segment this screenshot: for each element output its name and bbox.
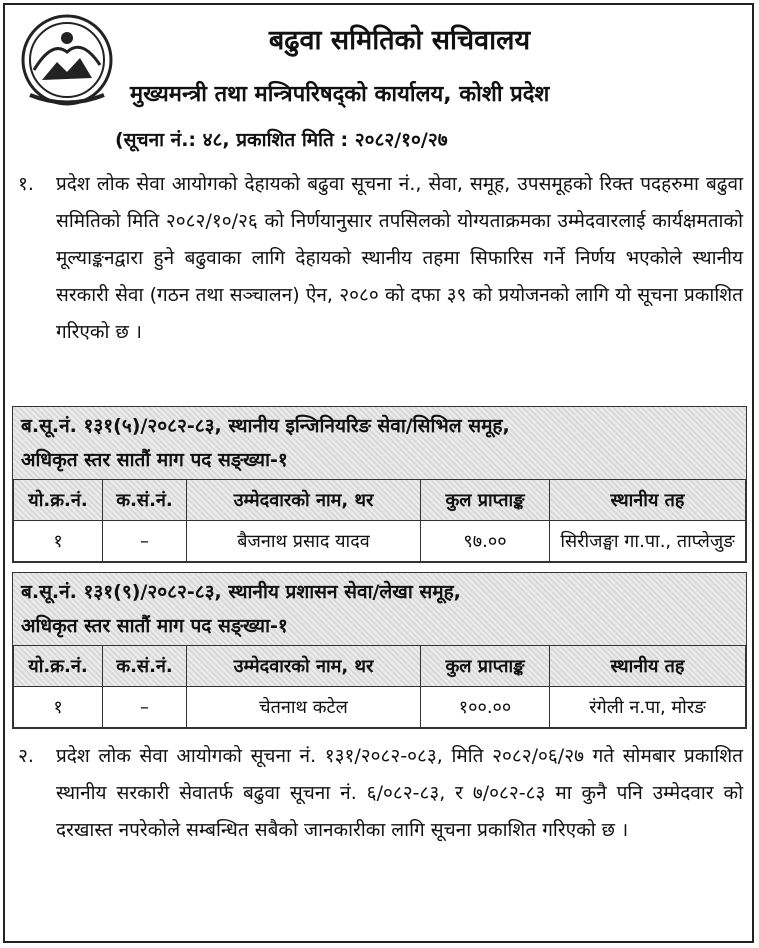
cell-serial: १ — [14, 687, 103, 728]
candidate-table — [13, 480, 746, 562]
section-heading-line1: ब.सू.नं. १३१(५)/२०८२-८३, स्थानीय इन्जिनियरिङ सेवा/सिभिल समूह, — [21, 415, 510, 437]
col-local-level: स्थानीय तह — [550, 646, 746, 687]
paragraph-text: प्रदेश लोक सेवा आयोगको सूचना नं. १३१/२०८२-०८३, मिति २०८२/०६/२७ गते सोमबार प्रकाशित स्थानीय सरकारी सेवातर्फ बढुवा सूचना नं. ६/०८२-८३, र ७/०८२-८३ मा कुनै पनि उम्मेदवार को दरखास्त नपरेकोले सम्बन्धित सबैको जानकारीका लागि सूचना प्रकाशित गरिएको छ । — [56, 745, 743, 841]
paragraph-1 — [18, 166, 743, 351]
section-heading — [13, 573, 746, 646]
promotion-section-2 — [12, 572, 747, 729]
cell-total-marks: १००.०० — [421, 687, 550, 728]
office-name: मुख्यमन्त्री तथा मन्त्रिपरिषद्को कार्यालय, कोशी प्रदेश — [130, 82, 550, 107]
table-row — [14, 521, 746, 562]
table-row — [14, 687, 746, 728]
section-heading-line1: ब.सू.नं. १३१(९)/२०८२-८३, स्थानीय प्रशासन सेवा/लेखा समूह, — [21, 581, 461, 603]
cell-local-level: रंगेली न.पा, मोरङ — [550, 687, 746, 728]
page-title: बढुवा समितिको सचिवालय — [268, 25, 531, 56]
section-heading-line2: अधिकृत स्तर सातौं माग पद सङ्ख्या-१ — [21, 449, 288, 471]
col-serial: यो.क्र.नं. — [14, 480, 103, 521]
paragraph-2 — [18, 738, 743, 849]
col-local-level: स्थानीय तह — [550, 480, 746, 521]
cell-serial: १ — [14, 521, 103, 562]
section-heading-line2: अधिकृत स्तर सातौं माग पद सङ्ख्या-१ — [21, 615, 288, 637]
paragraph-number: २. — [18, 745, 34, 767]
cell-merit-no: – — [103, 521, 187, 562]
col-total-marks: कुल प्राप्ताङ्क — [421, 480, 550, 521]
cell-candidate-name: चेतनाथ कटेल — [187, 687, 421, 728]
notice-number-date: (सूचना नं.: ४८, प्रकाशित मिति : २०८२/१०/२७ — [115, 129, 448, 151]
table-header-row — [14, 646, 746, 687]
cell-total-marks: ९७.०० — [421, 521, 550, 562]
cell-candidate-name: बैजनाथ प्रसाद यादव — [187, 521, 421, 562]
promotion-section-1 — [12, 406, 747, 563]
cell-local-level: सिरीजङ्घा गा.पा., ताप्लेजुङ — [550, 521, 746, 562]
col-candidate-name: उम्मेदवारको नाम, थर — [187, 480, 421, 521]
cell-merit-no: – — [103, 687, 187, 728]
col-merit-no: क.सं.नं. — [103, 646, 187, 687]
col-merit-no: क.सं.नं. — [103, 480, 187, 521]
paragraph-number: १. — [18, 173, 34, 195]
col-candidate-name: उम्मेदवारको नाम, थर — [187, 646, 421, 687]
col-serial: यो.क्र.नं. — [14, 646, 103, 687]
paragraph-text: प्रदेश लोक सेवा आयोगको देहायको बढुवा सूचना नं., सेवा, समूह, उपसमूहको रिक्त पदहरुमा बढुवा समितिको मिति २०८२/१०/२६ को निर्णयानुसार तपसिलको योग्यताक्रमका उम्मेदवारलाई कार्यक्षमताको मूल्याङ्कनद्वारा हुने बढुवाका लागि देहायको स्थानीय तहमा सिफारिस गर्ने निर्णय भएकोले स्थानीय सरकारी सेवा (गठन तथा सञ्चालन) ऐन, २०८० को दफा ३९ को प्रयोजनको लागि यो सूचना प्रकाशित गरिएको छ । — [56, 173, 743, 343]
section-heading — [13, 407, 746, 480]
col-total-marks: कुल प्राप्ताङ्क — [421, 646, 550, 687]
candidate-table — [13, 646, 746, 728]
table-header-row — [14, 480, 746, 521]
